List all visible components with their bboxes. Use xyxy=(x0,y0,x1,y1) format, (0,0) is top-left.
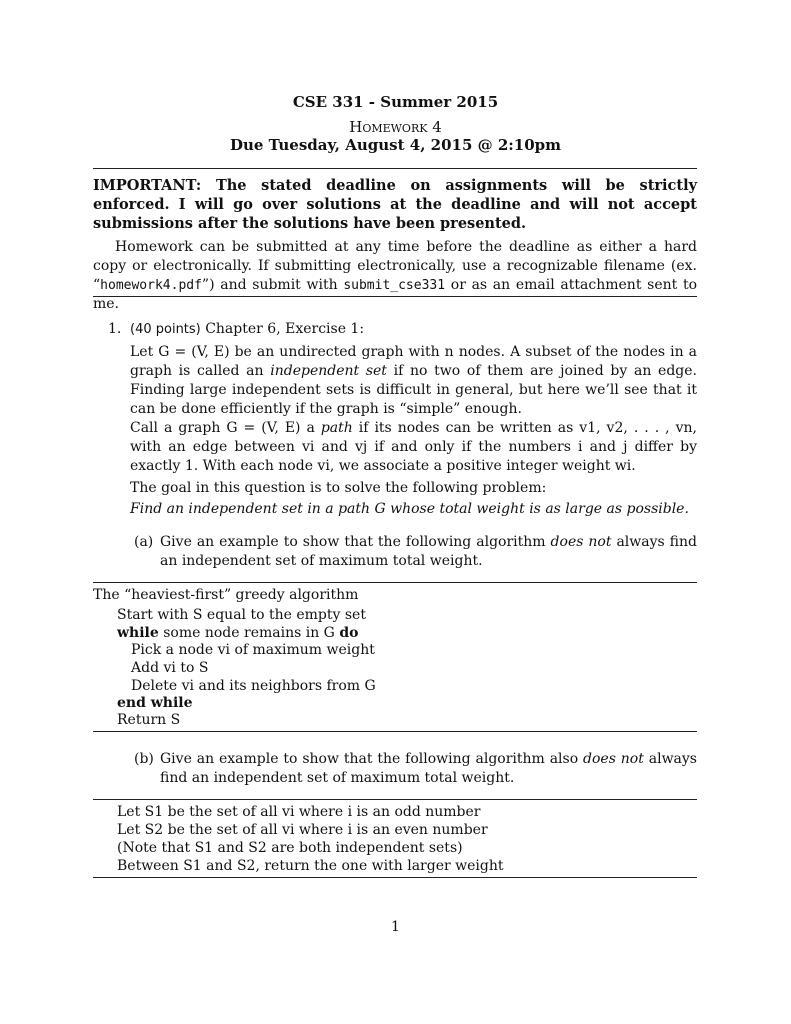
problem-source: Chapter 6, Exercise 1: xyxy=(200,321,365,337)
problem-paragraph-2 xyxy=(130,419,697,476)
problem-paragraph-3: The goal in this question is to solve the following problem: xyxy=(130,480,547,496)
para2-text-a: Call a graph G = (V, E) a xyxy=(130,420,321,436)
part-b-text-2: always find an independent set of maximum total weight. xyxy=(160,751,697,786)
algorithm-a-caption: The “heaviest-first” greedy algorithm xyxy=(93,587,359,603)
algorithm-b-line-4: Between S1 and S2, return the one with larger weight xyxy=(117,858,504,874)
algorithm-b-bottom-rule xyxy=(93,877,697,878)
homework-title: Homework 4 xyxy=(349,118,442,136)
course-title: CSE 331 - Summer 2015 xyxy=(292,93,499,111)
part-a-emphasis: does not xyxy=(550,534,612,550)
problem-statement: Find an independent set in a path G whose total weight is as large as possible. xyxy=(130,501,689,517)
part-a-label: (a) xyxy=(134,534,154,550)
algorithm-a-line-1: Start with S equal to the empty set xyxy=(117,607,366,623)
path-term: path xyxy=(320,420,353,436)
filename-example: homework4.pdf xyxy=(100,278,202,293)
submission-instructions xyxy=(93,238,697,314)
problem-heading xyxy=(130,320,364,339)
due-date: Due Tuesday, August 4, 2015 @ 2:10pm xyxy=(229,136,562,154)
algorithm-b-line-2: Let S2 be the set of all vi where i is an even number xyxy=(117,822,488,838)
part-b-text-1: Give an example to show that the following algorithm also xyxy=(160,751,584,767)
notice-divider xyxy=(93,296,697,297)
part-a-text xyxy=(160,533,697,571)
part-a-text-2: always find an independent set of maximum total weight. xyxy=(160,534,697,569)
part-a-text-1: Give an example to show that the following algorithm xyxy=(160,534,551,550)
algorithm-b-line-1: Let S1 be the set of all vi where i is an odd number xyxy=(117,804,481,820)
problem-number: 1. xyxy=(108,321,122,337)
problem-points: (40 points) xyxy=(130,322,201,337)
submit-command: submit_cse331 xyxy=(343,278,446,293)
part-b-label: (b) xyxy=(134,751,154,767)
submit-text-3: or as an email attachment sent to me. xyxy=(93,277,698,312)
while-condition: some node remains in G xyxy=(158,625,340,641)
algorithm-a-bottom-rule xyxy=(93,731,697,732)
while-keyword: while xyxy=(117,625,159,641)
submit-text-1: Homework can be submitted at any time before the deadline as either a hard copy or electronically. If submitting electronically, use a recognizable filename (ex. “ xyxy=(93,239,697,293)
algorithm-a-top-rule xyxy=(93,582,697,583)
algorithm-a-line-4: Add vi to S xyxy=(131,660,209,676)
page-number: 1 xyxy=(391,919,400,935)
do-keyword: do xyxy=(339,625,359,641)
part-b-emphasis: does not xyxy=(583,751,644,767)
algorithm-a-line-6: end while xyxy=(117,695,193,711)
submit-text-2: ”) and submit with xyxy=(201,277,344,293)
algorithm-b-top-rule xyxy=(93,799,697,800)
problem-paragraph-1 xyxy=(130,343,697,419)
para2-text-b: if its nodes can be written as v1, v2, . . . , vn, with an edge between vi and vj if and only if the numbers i and j differ by exactly 1. With each node vi, we associate a positive integer weight wi. xyxy=(130,420,697,474)
para1-text-a: Let G = (V, E) be an undirected graph with n nodes. A subset of the nodes in a graph is called an xyxy=(130,344,697,379)
part-b-text xyxy=(160,750,697,788)
algorithm-a-line-7: Return S xyxy=(117,712,181,728)
algorithm-a-line-5: Delete vi and its neighbors from G xyxy=(131,678,376,694)
algorithm-a-line-3: Pick a node vi of maximum weight xyxy=(131,642,375,658)
important-notice: IMPORTANT: The stated deadline on assignments will be strictly enforced. I will go over solutions at the deadline and will not accept submissions after the solutions have been presented. xyxy=(93,177,697,232)
independent-set-term: independent set xyxy=(270,363,387,379)
top-divider xyxy=(93,168,697,169)
algorithm-b-line-3: (Note that S1 and S2 are both independent sets) xyxy=(117,840,463,856)
para1-text-b: if no two of them are joined by an edge. Finding large independent sets is difficult in general, but here we’ll see that it can be done efficiently if the graph is “simple” enough. xyxy=(130,363,697,417)
